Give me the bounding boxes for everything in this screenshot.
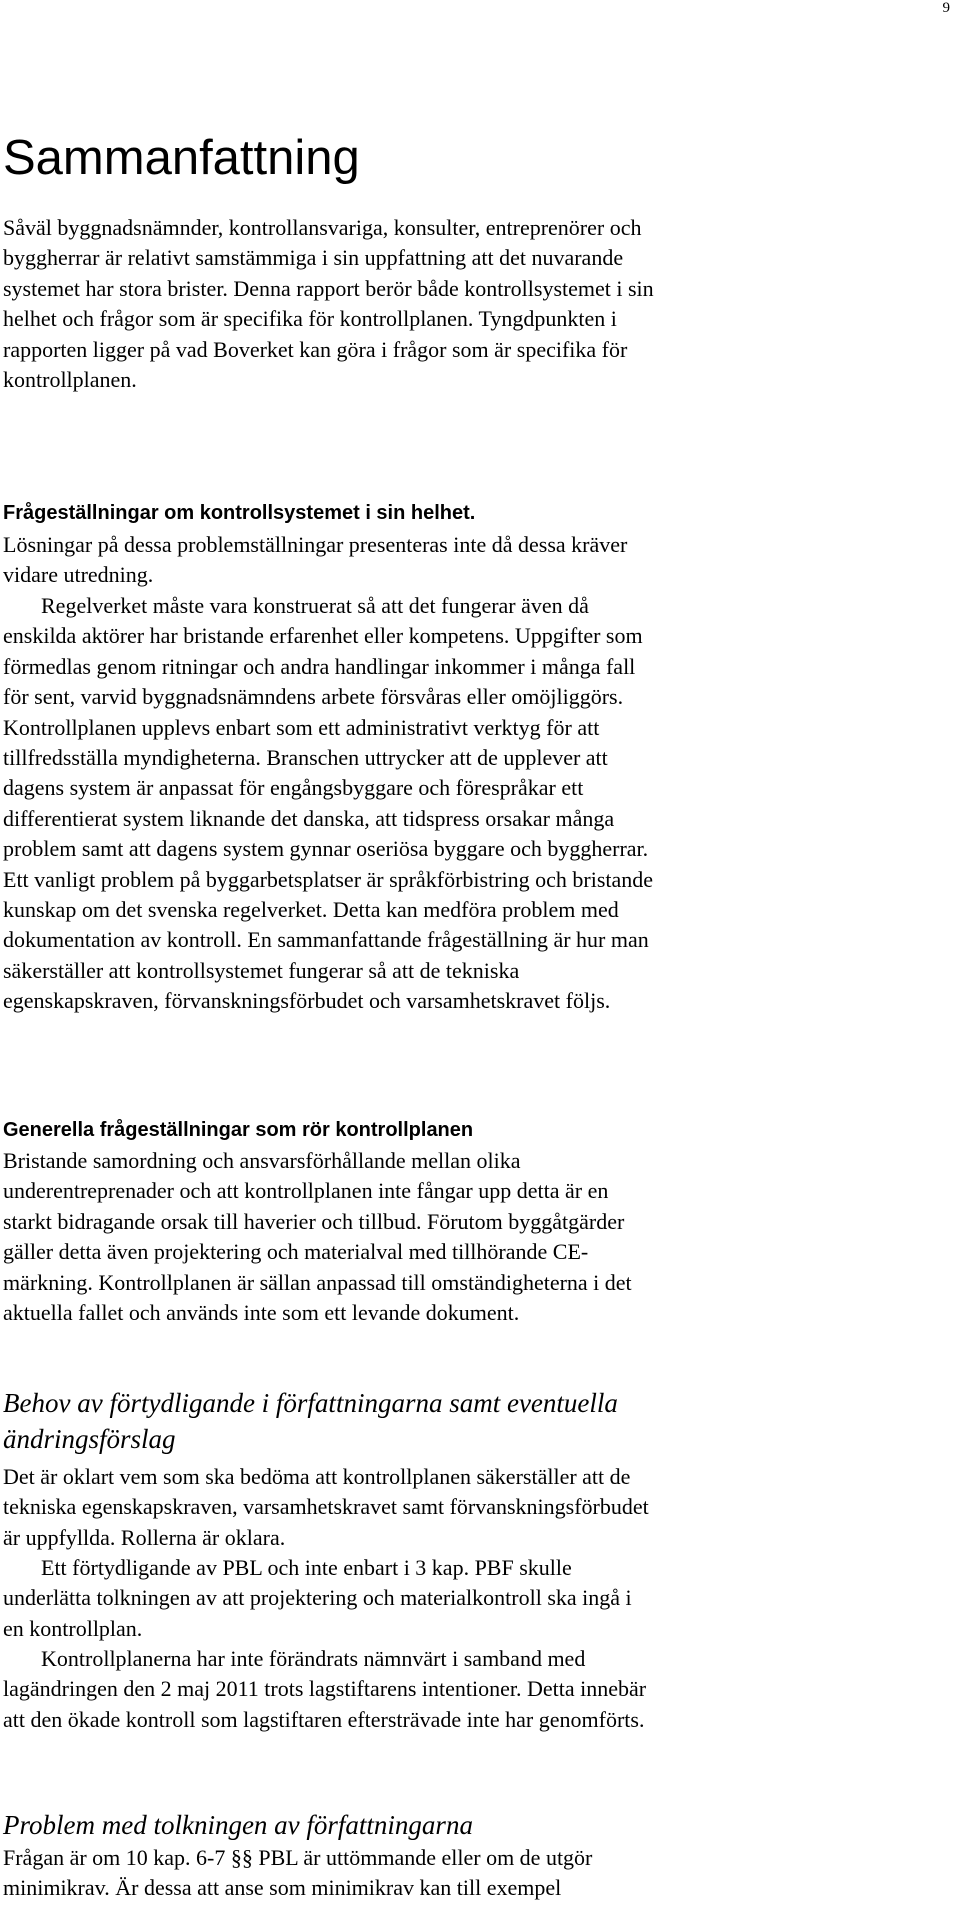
text-line: kunskap om det svenska regelverket. Detta kan medföra problem med xyxy=(3,897,619,923)
text-line: att den ökade kontroll som lagstiftaren eftersträvade inte har genomförts. xyxy=(3,1706,645,1732)
text-line: dokumentation av kontroll. En sammanfattande frågeställning är hur man xyxy=(3,927,649,953)
text-line: är uppfyllda. Rollerna är oklara. xyxy=(3,1524,286,1550)
text-line: Frågan är om 10 kap. 6-7 §§ PBL är uttömmande eller om de utgör xyxy=(3,1845,593,1870)
text-line: dagens system är anpassat för engångsbyggare och förespråkar ett xyxy=(3,775,584,801)
text-line: kontrollplanen. xyxy=(3,367,137,393)
text-line: tillfredsställa myndigheterna. Branschen uttrycker att de upplever att xyxy=(3,745,608,771)
text-line: systemet har stora brister. Denna rapport berör både kontrollsystemet i sin xyxy=(3,275,654,301)
section-heading-behov xyxy=(3,1385,953,1457)
text-line: starkt bidragande orsak till haverier och tillbud. Förutom byggåtgärder xyxy=(3,1208,625,1234)
page-title: Sammanfattning xyxy=(3,131,360,185)
section4-paragraph xyxy=(3,1843,953,1904)
section3-paragraph-1 xyxy=(3,1462,953,1553)
text-line: märkning. Kontrollplanen är sällan anpassad till omständigheterna i det xyxy=(3,1269,632,1295)
text-line: Såväl byggnadsnämnder, kontrollansvariga, konsulter, entreprenörer och xyxy=(3,215,642,240)
heading-line: ändringsförslag xyxy=(3,1424,176,1454)
text-line: säkerställer att kontrollsystemet fungerar så att de tekniska xyxy=(3,957,520,983)
text-line: underentreprenader och att kontrollplanen inte fångar upp detta är en xyxy=(3,1178,609,1204)
text-line: helhet och frågor som är specifika för kontrollplanen. Tyngdpunkten i xyxy=(3,306,617,332)
intro-paragraph xyxy=(3,213,953,395)
text-line: Det är oklart vem som ska bedöma att kontrollplanen säkerställer att de xyxy=(3,1464,631,1489)
text-line: en kontrollplan. xyxy=(3,1615,143,1641)
text-line: egenskapskraven, förvanskningsförbudet och varsamhetskravet följs. xyxy=(3,988,611,1014)
text-line: förmedlas genom ritningar och andra handlingar inkommer i många fall xyxy=(3,653,636,679)
section2-paragraph xyxy=(3,1146,953,1328)
section-heading-problem: Problem med tolkningen av författningarna xyxy=(3,1810,473,1840)
section-heading-kontrollplanen: Generella frågeställningar som rör kontrollplanen xyxy=(3,1119,474,1141)
text-line: Ett vanligt problem på byggarbetsplatser är språkförbistring och bristande xyxy=(3,866,654,892)
text-line: aktuella fallet och används inte som ett levande dokument. xyxy=(3,1300,520,1326)
section3-paragraph-2 xyxy=(3,1553,953,1644)
text-line: problem samt att dagens system gynnar oseriösa byggare och byggherrar. xyxy=(3,836,649,862)
text-line: Bristande samordning och ansvarsförhållande mellan olika xyxy=(3,1148,521,1173)
text-line: Kontrollplanerna har inte förändrats nämnvärt i samband med xyxy=(41,1646,586,1671)
text-line: minimikrav. Är dessa att anse som minimikrav kan till exempel xyxy=(3,1875,562,1901)
section1-paragraph-1 xyxy=(3,530,953,591)
section3-paragraph-3 xyxy=(3,1644,953,1735)
text-line: enskilda aktörer har bristande erfarenhet eller kompetens. Uppgifter som xyxy=(3,623,643,649)
text-line: differentierat system liknande det danska, att tidspress orsakar många xyxy=(3,805,615,831)
text-line: vidare utredning. xyxy=(3,562,154,588)
text-line: tekniska egenskapskraven, varsamhetskravet samt förvanskningsförbudet xyxy=(3,1494,649,1520)
text-line: rapporten ligger på vad Boverket kan göra i frågor som är specifika för xyxy=(3,336,628,362)
section1-paragraph-2 xyxy=(3,591,953,1017)
text-line: för sent, varvid byggnadsnämndens arbete försvåras eller omöjliggörs. xyxy=(3,684,624,710)
text-line: gäller detta även projektering och materialval med tillhörande CE- xyxy=(3,1239,589,1265)
text-line: Regelverket måste vara konstruerat så att det fungerar även då xyxy=(41,593,589,618)
text-line: lagändringen den 2 maj 2011 trots lagstiftarens intentioner. Detta innebär xyxy=(3,1676,647,1702)
heading-line: Behov av förtydligande i författningarna samt eventuella xyxy=(3,1388,618,1418)
text-line: Ett förtydligande av PBL och inte enbart i 3 kap. PBF skulle xyxy=(41,1555,572,1580)
page-number: 9 xyxy=(942,0,950,16)
text-line: byggherrar är relativt samstämmiga i sin uppfattning att det nuvarande xyxy=(3,245,624,271)
text-line: Kontrollplanen upplevs enbart som ett administrativt verktyg för att xyxy=(3,714,600,740)
text-line: Lösningar på dessa problemställningar presenteras inte då dessa kräver xyxy=(3,532,628,557)
text-line: underlätta tolkningen av att projektering och materialkontroll ska ingå i xyxy=(3,1585,632,1611)
section-heading-kontrollsystemet: Frågeställningar om kontrollsystemet i sin helhet. xyxy=(3,502,476,524)
